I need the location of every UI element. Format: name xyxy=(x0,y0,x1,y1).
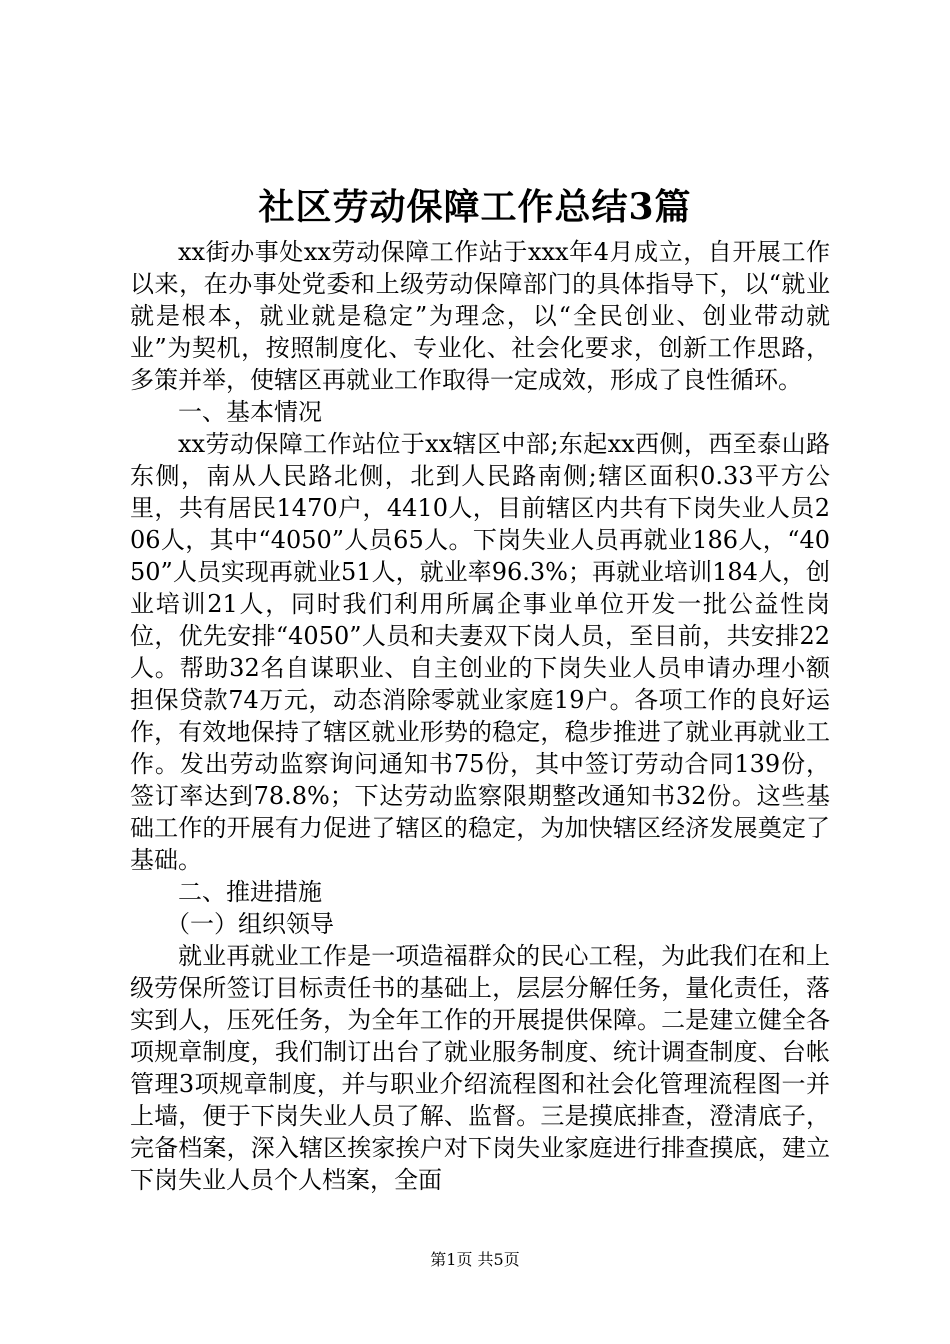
section-heading-measures: 二、推进措施 xyxy=(178,878,322,906)
subsection-heading-organization: （一）组织领导 xyxy=(166,910,334,938)
paragraph-basic-info: xx劳动保障工作站位于xx辖区中部;东起xx西侧，西至泰山路东侧，南从人民路北侧，北到人民路南侧;辖区面积0.33平方公里，共有居民1470户，4410人，目前辖区内共有下岗失业人员206人，其中“4050”人员65人。下岗失业人员再就业186人，“4050”人员实现再就业51人，就业率96.3%；再就业培训184人，创业培训21人，同时我们利用所属企事业单位开发一批公益性岗位，优先安排“4050”人员和夫妻双下岗人员，至目前，共安排22人。帮助32名自谋职业、自主创业的下岗失业人员申请办理小额担保贷款74万元，动态消除零就业家庭19户。各项工作的良好运作，有效地保持了辖区就业形势的稳定，稳步推进了就业再就业工作。发出劳动监察询问通知书75份，其中签订劳动合同139份，签订率达到78.8%；下达劳动监察限期整改通知书32份。这些基础工作的开展有力促进了辖区的稳定，为加快辖区经济发展奠定了基础。 xyxy=(130,430,830,874)
document-body xyxy=(130,236,830,1196)
page-footer: 第1页 共5页 xyxy=(430,1250,520,1269)
paragraph-organization: 就业再就业工作是一项造福群众的民心工程，为此我们在和上级劳保所签订目标责任书的基础上，层层分解任务，量化责任，落实到人，压死任务，为全年工作的开展提供保障。二是建立健全各项规章制度，我们制订出台了就业服务制度、统计调查制度、台帐管理3项规章制度，并与职业介绍流程图和社会化管理流程图一并上墙，便于下岗失业人员了解、监督。三是摸底排查，澄清底子，完备档案，深入辖区挨家挨户对下岗失业家庭进行排查摸底，建立下岗失业人员个人档案，全面 xyxy=(130,942,830,1194)
paragraph-intro: xx街办事处xx劳动保障工作站于xxx年4月成立，自开展工作以来，在办事处党委和上级劳动保障部门的具体指导下，以“就业就是根本，就业就是稳定”为理念，以“全民创业、创业带动就业”为契机，按照制度化、专业化、社会化要求，创新工作思路，多策并举，使辖区再就业工作取得一定成效，形成了良性循环。 xyxy=(130,238,830,394)
section-heading-basic-info: 一、基本情况 xyxy=(178,398,322,426)
document-title: 社区劳动保障工作总结3篇 xyxy=(258,186,692,228)
